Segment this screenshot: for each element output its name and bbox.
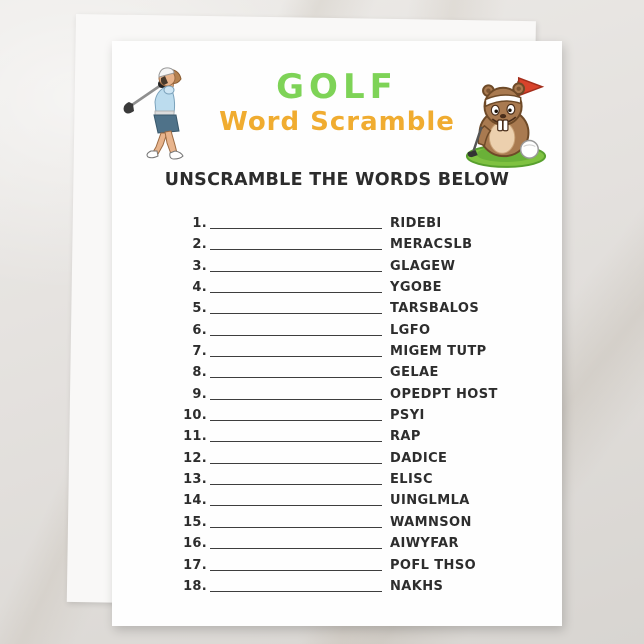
- scrambled-word: UINGLMLA: [390, 493, 470, 509]
- item-number: 10.: [183, 408, 207, 424]
- list-item: [112, 215, 562, 236]
- scrambled-word: MIGEM TUTP: [390, 344, 487, 360]
- answer-blank-line: [210, 260, 382, 272]
- answer-blank-line: [210, 430, 382, 442]
- scramble-list: [112, 215, 562, 599]
- item-number: 17.: [183, 557, 207, 573]
- answer-blank-line: [210, 238, 382, 250]
- word-scramble-card: [112, 41, 562, 626]
- item-number: 18.: [183, 578, 207, 594]
- scrambled-word: LGFO: [390, 322, 431, 338]
- list-item: [112, 322, 562, 343]
- list-item: [112, 450, 562, 471]
- list-item: [112, 535, 562, 556]
- scrambled-word: DADICE: [390, 450, 448, 466]
- item-number: 7.: [192, 344, 207, 360]
- item-number: 2.: [192, 237, 207, 253]
- scrambled-word: RAP: [390, 429, 421, 445]
- scrambled-word: YGOBE: [390, 280, 442, 296]
- list-item: [112, 386, 562, 407]
- page-subtitle: Word Scramble: [219, 107, 455, 138]
- list-item: [112, 557, 562, 578]
- answer-blank-line: [210, 281, 382, 293]
- item-number: 9.: [192, 386, 207, 402]
- answer-blank-line: [210, 388, 382, 400]
- scrambled-word: AIWYFAR: [390, 536, 459, 552]
- item-number: 4.: [192, 280, 207, 296]
- scrambled-word: TARSBALOS: [390, 301, 480, 317]
- list-item: [112, 258, 562, 279]
- answer-blank-line: [210, 473, 382, 485]
- item-number: 13.: [183, 472, 207, 488]
- list-item: [112, 279, 562, 300]
- answer-blank-line: [210, 366, 382, 378]
- list-item: [112, 578, 562, 599]
- answer-blank-line: [210, 559, 382, 571]
- item-number: 6.: [192, 322, 207, 338]
- scrambled-word: WAMNSON: [390, 514, 472, 530]
- scrambled-word: GELAE: [390, 365, 439, 381]
- answer-blank-line: [210, 409, 382, 421]
- list-item: [112, 343, 562, 364]
- scrambled-word: RIDEBI: [390, 216, 442, 231]
- scrambled-word: PSYI: [390, 408, 425, 424]
- list-item: [112, 407, 562, 428]
- item-number: 8.: [192, 365, 207, 381]
- scrambled-word: GLAGEW: [390, 258, 456, 274]
- page-title: GOLF: [276, 67, 398, 107]
- list-item: [112, 236, 562, 257]
- item-number: 15.: [183, 514, 207, 530]
- answer-blank-line: [210, 516, 382, 528]
- scrambled-word: OPEDPT HOST: [390, 386, 498, 402]
- answer-blank-line: [210, 494, 382, 506]
- item-number: 1.: [192, 216, 207, 231]
- scrambled-word: MERACSLB: [390, 237, 473, 253]
- list-item: [112, 300, 562, 321]
- answer-blank-line: [210, 217, 382, 229]
- list-item: [112, 514, 562, 535]
- answer-blank-line: [210, 580, 382, 592]
- answer-blank-line: [210, 302, 382, 314]
- instruction-text: UNSCRAMBLE THE WORDS BELOW: [164, 170, 510, 190]
- scrambled-word: POFL THSO: [390, 557, 477, 573]
- item-number: 16.: [183, 536, 207, 552]
- list-item: [112, 471, 562, 492]
- item-number: 11.: [183, 429, 207, 445]
- scrambled-word: NAKHS: [390, 578, 444, 594]
- list-item: [112, 364, 562, 385]
- scrambled-word: ELISC: [390, 472, 433, 488]
- item-number: 14.: [183, 493, 207, 509]
- answer-blank-line: [210, 324, 382, 336]
- item-number: 12.: [183, 450, 207, 466]
- answer-blank-line: [210, 537, 382, 549]
- answer-blank-line: [210, 452, 382, 464]
- answer-blank-line: [210, 345, 382, 357]
- card-header: [112, 69, 562, 138]
- item-number: 3.: [192, 258, 207, 274]
- item-number: 5.: [192, 301, 207, 317]
- list-item: [112, 492, 562, 513]
- list-item: [112, 428, 562, 449]
